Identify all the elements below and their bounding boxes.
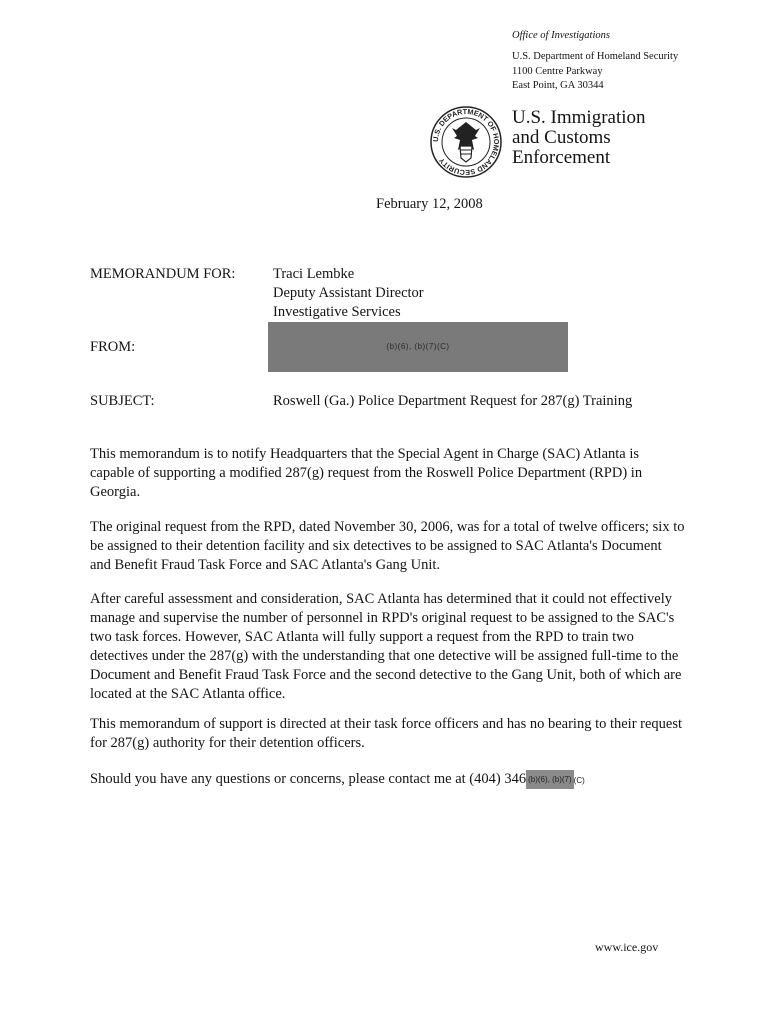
dhs-seal-icon bbox=[430, 106, 502, 178]
from-label: FROM: bbox=[90, 339, 136, 355]
subject-label: SUBJECT: bbox=[90, 393, 155, 409]
address-line: 1100 Centre Parkway bbox=[512, 65, 603, 77]
memo-date: February 12, 2008 bbox=[376, 196, 483, 212]
agency-line: Enforcement bbox=[512, 147, 611, 168]
body-paragraph: The original request from the RPD, dated November 30, 2006, was for a total of twelve officers; six to be assigned to their detention facility and six detectives to be assigned to SAC Atlanta's Document and Benefit Fraud Task Force and SAC Atlanta's Gang Unit. bbox=[90, 519, 685, 573]
contact-text: Should you have any questions or concerns, please contact me at (404) 346 bbox=[90, 771, 527, 787]
phone-redaction-tail: (C) bbox=[573, 776, 585, 785]
from-redaction-code: (b)(6), (b)(7)(C) bbox=[386, 342, 450, 351]
address-line: U.S. Department of Homeland Security bbox=[512, 51, 679, 62]
subject-text: Roswell (Ga.) Police Department Request for 287(g) Training bbox=[273, 393, 633, 409]
office-name: Office of Investigations bbox=[512, 30, 610, 41]
body-paragraph: This memorandum of support is directed at their task force officers and has no bearing to their request for 287(g) authority for their detention officers. bbox=[90, 716, 683, 751]
agency-name bbox=[512, 108, 646, 168]
memo-for-label: MEMORANDUM FOR: bbox=[90, 266, 236, 282]
body-paragraph: This memorandum is to notify Headquarters that the Special Agent in Charge (SAC) Atlanta is capable of supporting a modified 287(g) request from the Roswell Police Department (RPD) in Georgia. bbox=[90, 446, 643, 500]
seal-ring-text: U.S. DEPARTMENT OF HOMELAND SECURITY bbox=[430, 106, 502, 178]
recipient-line: Deputy Assistant Director bbox=[273, 285, 424, 301]
letterhead-address bbox=[512, 50, 678, 94]
agency-line: and Customs bbox=[512, 127, 611, 148]
recipient-line: Investigative Services bbox=[273, 304, 401, 320]
footer-url: www.ice.gov bbox=[595, 940, 659, 954]
memo-for-recipient bbox=[273, 265, 424, 322]
phone-redaction: (b)(6), (b)(7) bbox=[526, 770, 574, 789]
body-paragraph: After careful assessment and consideration, SAC Atlanta has determined that it could not effectively manage and supervise the number of personnel in RPD's original request to be assigned to the SAC's two task forces. However, SAC Atlanta will fully support a request from the RPD to train two detectives under the 287(g) with the understanding that one detective will be assigned full-time to the Document and Benefit Fraud Task Force and the second detective to the Gang Unit, both of which are located at the SAC Atlanta office. bbox=[90, 591, 682, 702]
from-redaction-box bbox=[268, 322, 568, 372]
recipient-line: Traci Lembke bbox=[273, 266, 355, 282]
agency-line: U.S. Immigration bbox=[512, 107, 646, 128]
address-line: East Point, GA 30344 bbox=[512, 80, 604, 91]
contact-line bbox=[90, 770, 685, 790]
